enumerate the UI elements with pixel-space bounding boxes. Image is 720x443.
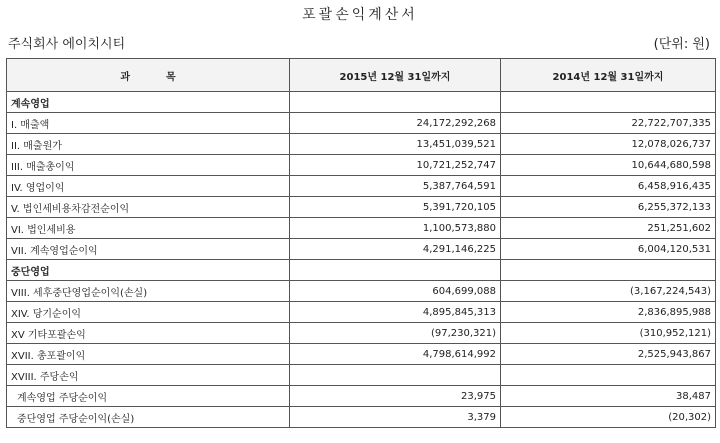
row-current-value: 24,172,292,268 (290, 113, 501, 134)
table-row (7, 155, 716, 176)
row-prior-value: (3,167,224,543) (501, 281, 716, 302)
row-prior-value (501, 92, 716, 113)
row-current-value: 4,895,845,313 (290, 302, 501, 323)
table-row (7, 323, 716, 344)
row-prior-value: 2,836,895,988 (501, 302, 716, 323)
row-current-value (290, 365, 501, 386)
row-prior-value: 2,525,943,867 (501, 344, 716, 365)
header-subject (7, 59, 290, 92)
table-row (7, 344, 716, 365)
row-label: XIV. 당기순이익 (7, 302, 290, 323)
header-current-period: 2015년 12월 31일까지 (290, 59, 501, 92)
header-subject-char-1: 과 (120, 71, 130, 83)
row-current-value: 13,451,039,521 (290, 134, 501, 155)
row-label: 계속영업 (7, 92, 290, 113)
row-current-value (290, 92, 501, 113)
row-label: 계속영업 주당순이익 (7, 386, 290, 407)
table-row (7, 218, 716, 239)
row-current-value: 5,391,720,105 (290, 197, 501, 218)
table-row (7, 302, 716, 323)
company-name: 주식회사 에이치시티 (8, 37, 126, 52)
row-label: 중단영업 (7, 260, 290, 281)
row-label: XVIII. 주당손익 (7, 365, 290, 386)
row-prior-value: 12,078,026,737 (501, 134, 716, 155)
row-current-value: 10,721,252,747 (290, 155, 501, 176)
row-label: I. 매출액 (7, 113, 290, 134)
row-label: VIII. 세후중단영업순이익(손실) (7, 281, 290, 302)
row-prior-value: (310,952,121) (501, 323, 716, 344)
table-row (7, 134, 716, 155)
row-current-value: (97,230,321) (290, 323, 501, 344)
table-row (7, 407, 716, 428)
row-label: V. 법인세비용차감전순이익 (7, 197, 290, 218)
unit-label: (단위: 원) (653, 37, 710, 52)
row-prior-value: 22,722,707,335 (501, 113, 716, 134)
row-prior-value: 6,004,120,531 (501, 239, 716, 260)
row-current-value (290, 260, 501, 281)
income-statement-table (6, 58, 716, 428)
row-label: III. 매출총이익 (7, 155, 290, 176)
header-prior-period: 2014년 12월 31일까지 (501, 59, 716, 92)
row-prior-value (501, 260, 716, 281)
table-row (7, 92, 716, 113)
row-prior-value: 251,251,602 (501, 218, 716, 239)
table-row (7, 386, 716, 407)
row-label: II. 매출원가 (7, 134, 290, 155)
row-label: XVII. 총포괄이익 (7, 344, 290, 365)
row-label: 중단영업 주당순이익(손실) (7, 407, 290, 428)
row-label: IV. 영업이익 (7, 176, 290, 197)
document-title: 포괄손익계산서 (302, 7, 418, 23)
row-current-value: 4,291,146,225 (290, 239, 501, 260)
row-prior-value: (20,302) (501, 407, 716, 428)
table-row (7, 281, 716, 302)
row-label: VII. 계속영업순이익 (7, 239, 290, 260)
row-current-value: 23,975 (290, 386, 501, 407)
table-row (7, 176, 716, 197)
table-row (7, 239, 716, 260)
header-subject-char-2: 목 (166, 71, 176, 83)
row-current-value: 3,379 (290, 407, 501, 428)
row-label: VI. 법인세비용 (7, 218, 290, 239)
table-row (7, 113, 716, 134)
row-label: XV 기타포괄손익 (7, 323, 290, 344)
table-row (7, 260, 716, 281)
row-prior-value: 38,487 (501, 386, 716, 407)
row-prior-value: 6,255,372,133 (501, 197, 716, 218)
row-current-value: 5,387,764,591 (290, 176, 501, 197)
row-prior-value: 6,458,916,435 (501, 176, 716, 197)
row-prior-value: 10,644,680,598 (501, 155, 716, 176)
row-current-value: 604,699,088 (290, 281, 501, 302)
table-row (7, 365, 716, 386)
row-current-value: 4,798,614,992 (290, 344, 501, 365)
row-prior-value (501, 365, 716, 386)
table-header-row (7, 59, 716, 92)
table-row (7, 197, 716, 218)
row-current-value: 1,100,573,880 (290, 218, 501, 239)
